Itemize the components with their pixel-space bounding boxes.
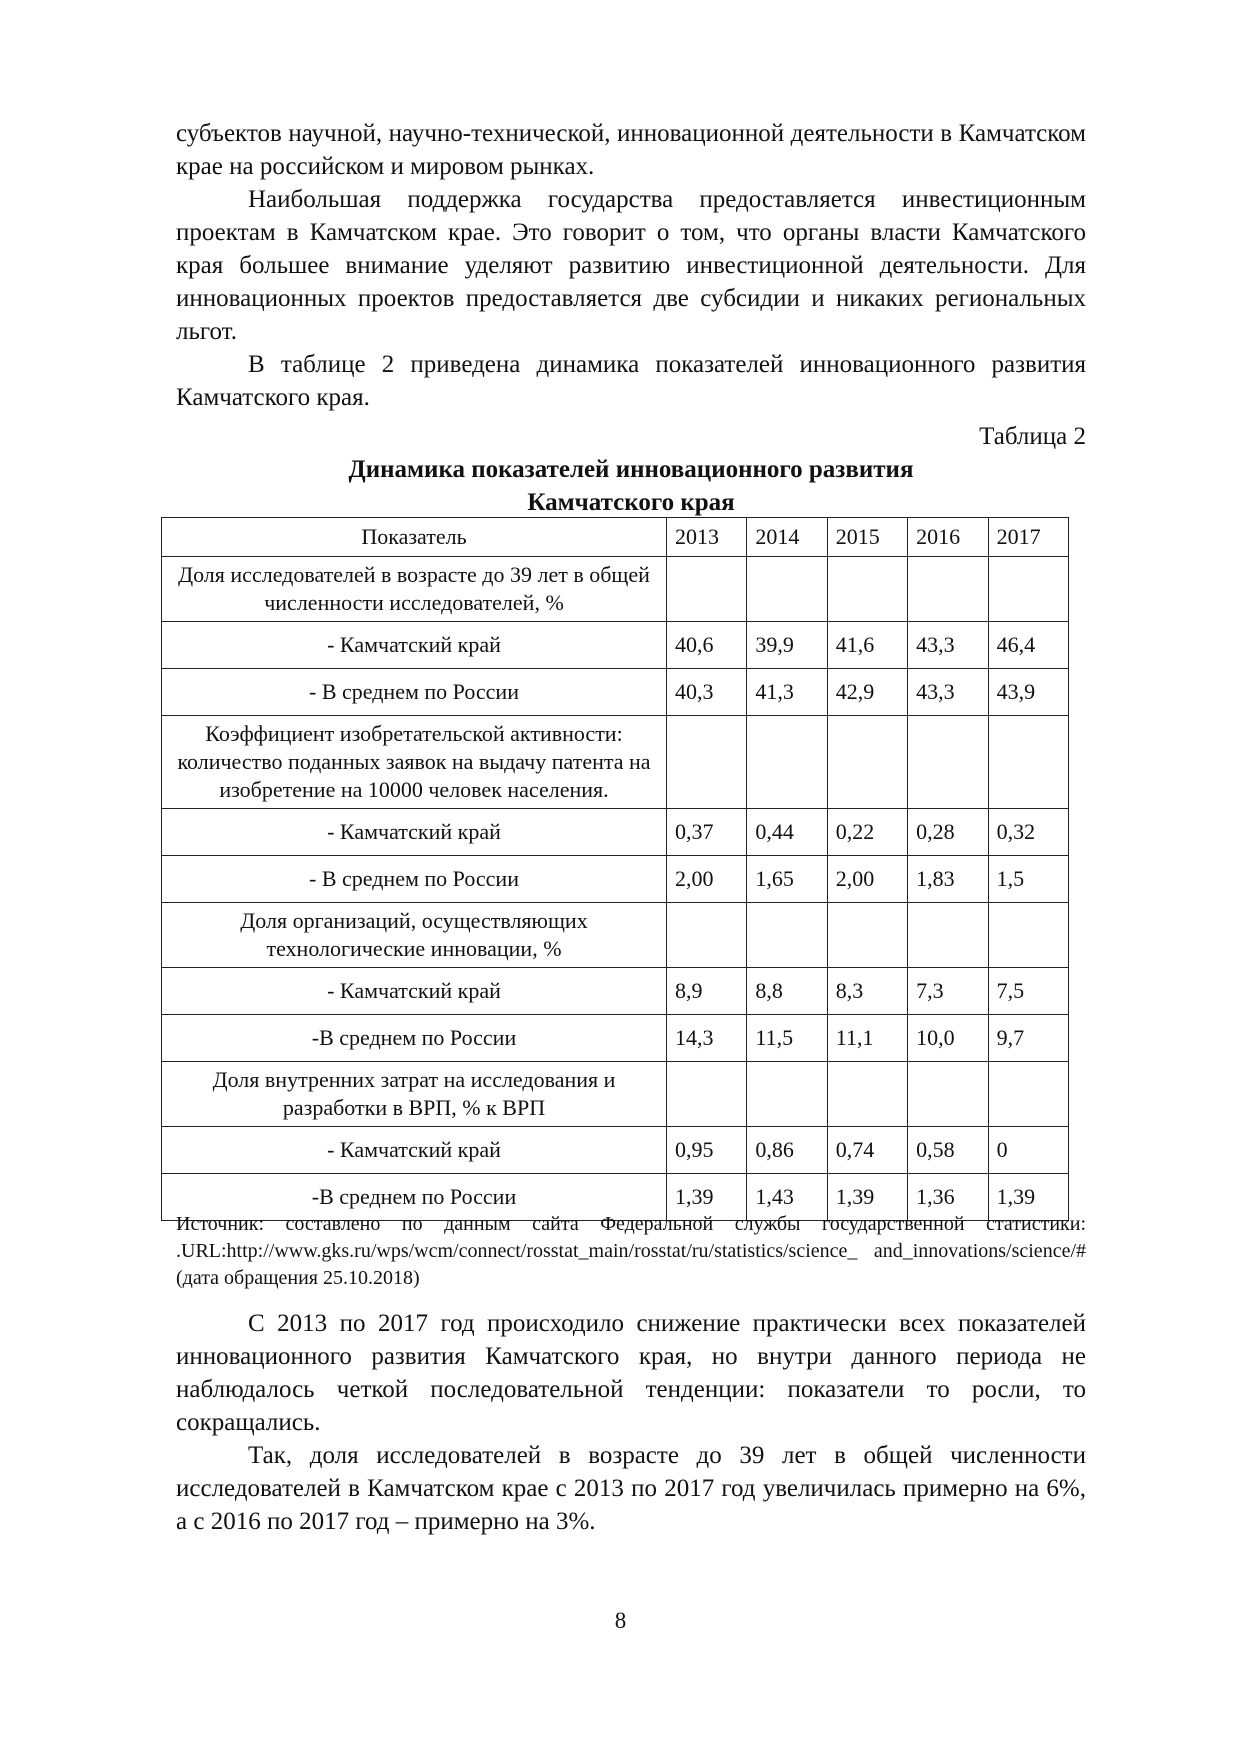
body-text-bottom [176, 1307, 1086, 1538]
body-text-top [176, 117, 1086, 414]
value-cell [667, 903, 747, 968]
value-cell: 0,32 [988, 809, 1068, 856]
value-cell: 1,36 [908, 1174, 988, 1221]
table-title-line: Динамика показателей инновационного развития [348, 456, 914, 483]
table-title-line: Камчатского края [527, 489, 735, 516]
indicators-table [161, 517, 1069, 1221]
value-cell: 0,44 [747, 809, 827, 856]
indicator-cell: Коэффициент изобретательской активности: количество поданных заявок на выдачу патента на изобретение на 10000 человек населения. [162, 716, 667, 809]
value-cell: 0,28 [908, 809, 988, 856]
header-cell-year: 2013 [667, 518, 747, 557]
value-cell [827, 716, 907, 809]
value-cell: 42,9 [827, 669, 907, 716]
paragraph: Так, доля исследователей в возрасте до 39 лет в общей численности исследователей в Камчатском крае с 2013 по 2017 год увеличилась примерно на 6%, а с 2016 по 2017 год – примерно на 3%. [176, 1442, 1086, 1535]
value-cell: 8,9 [667, 968, 747, 1015]
table-row-values [162, 1015, 1069, 1062]
indicator-cell: Доля организаций, осуществляющих технологические инновации, % [162, 903, 667, 968]
value-cell: 0 [988, 1127, 1068, 1174]
value-cell: 41,3 [747, 669, 827, 716]
value-cell [747, 903, 827, 968]
value-cell: 2,00 [827, 856, 907, 903]
paragraph: Наибольшая поддержка государства предоставляется инвестиционным проектам в Камчатском крае. Это говорит о том, что органы власти Камчатского края большее внимание уделяют развитию инвестиционной деятельности. Для инновационных проектов предоставляется две субсидии и никаких региональных льгот. [176, 186, 1086, 345]
table-row-indicator [162, 1062, 1069, 1127]
table-row-values [162, 809, 1069, 856]
value-cell: 41,6 [827, 622, 907, 669]
value-cell: 43,3 [908, 669, 988, 716]
value-cell: 1,43 [747, 1174, 827, 1221]
value-cell: 1,83 [908, 856, 988, 903]
value-cell [988, 716, 1068, 809]
value-cell: 11,1 [827, 1015, 907, 1062]
value-cell: 43,9 [988, 669, 1068, 716]
value-cell [988, 1062, 1068, 1127]
value-cell: 0,86 [747, 1127, 827, 1174]
table-row-indicator [162, 903, 1069, 968]
indicator-cell: - В среднем по России [162, 856, 667, 903]
value-cell [827, 903, 907, 968]
value-cell [988, 557, 1068, 622]
indicator-cell: - Камчатский край [162, 1127, 667, 1174]
table-source-note [176, 1211, 1086, 1292]
value-cell: 8,3 [827, 968, 907, 1015]
value-cell: 1,5 [988, 856, 1068, 903]
table-header-row [162, 518, 1069, 557]
table-row-values [162, 1127, 1069, 1174]
table-label: Таблица 2 [979, 423, 1086, 450]
value-cell: 0,95 [667, 1127, 747, 1174]
value-cell [988, 903, 1068, 968]
value-cell: 7,5 [988, 968, 1068, 1015]
value-cell [908, 557, 988, 622]
table-row-indicator [162, 716, 1069, 809]
indicator-cell: -В среднем по России [162, 1015, 667, 1062]
value-cell [908, 1062, 988, 1127]
page-number: 8 [614, 1608, 627, 1633]
value-cell: 40,6 [667, 622, 747, 669]
value-cell: 1,39 [827, 1174, 907, 1221]
indicator-cell: Доля внутренних затрат на исследования и разработки в ВРП, % к ВРП [162, 1062, 667, 1127]
header-cell-year: 2017 [988, 518, 1068, 557]
indicator-cell: Доля исследователей в возрасте до 39 лет в общей численности исследователей, % [162, 557, 667, 622]
value-cell: 11,5 [747, 1015, 827, 1062]
value-cell [747, 1062, 827, 1127]
value-cell: 46,4 [988, 622, 1068, 669]
value-cell: 8,8 [747, 968, 827, 1015]
value-cell [827, 1062, 907, 1127]
value-cell: 1,39 [988, 1174, 1068, 1221]
value-cell: 0,58 [908, 1127, 988, 1174]
header-cell-year: 2014 [747, 518, 827, 557]
value-cell [667, 557, 747, 622]
table-row-values [162, 856, 1069, 903]
value-cell: 14,3 [667, 1015, 747, 1062]
value-cell: 7,3 [908, 968, 988, 1015]
table-body [162, 557, 1069, 1221]
value-cell [747, 716, 827, 809]
paragraph: субъектов научной, научно-технической, инновационной деятельности в Камчатском крае на российском и мировом рынках. [176, 120, 1086, 180]
value-cell: 0,37 [667, 809, 747, 856]
table-row-values [162, 669, 1069, 716]
header-cell-indicator: Показатель [162, 518, 667, 557]
value-cell [747, 557, 827, 622]
header-cell-year: 2016 [908, 518, 988, 557]
paragraph: В таблице 2 приведена динамика показателей инновационного развития Камчатского края. [176, 351, 1086, 411]
value-cell: 43,3 [908, 622, 988, 669]
value-cell: 10,0 [908, 1015, 988, 1062]
table-title [176, 453, 1086, 519]
indicator-cell: - Камчатский край [162, 622, 667, 669]
value-cell: 39,9 [747, 622, 827, 669]
table-row-values [162, 622, 1069, 669]
value-cell: 40,3 [667, 669, 747, 716]
table-row-indicator [162, 557, 1069, 622]
header-cell-year: 2015 [827, 518, 907, 557]
value-cell: 0,74 [827, 1127, 907, 1174]
paragraph: С 2013 по 2017 год происходило снижение практически всех показателей инновационного развития Камчатского края, но внутри данного периода не наблюдалось четкой последовательной тенденции: показатели то росли, то сокращались. [176, 1310, 1086, 1436]
value-cell: 1,65 [747, 856, 827, 903]
table-row-values [162, 968, 1069, 1015]
value-cell: 9,7 [988, 1015, 1068, 1062]
value-cell [908, 716, 988, 809]
indicator-cell: -В среднем по России [162, 1174, 667, 1221]
value-cell: 1,39 [667, 1174, 747, 1221]
value-cell [908, 903, 988, 968]
indicator-cell: - Камчатский край [162, 809, 667, 856]
indicator-cell: - В среднем по России [162, 669, 667, 716]
value-cell: 0,22 [827, 809, 907, 856]
value-cell: 2,00 [667, 856, 747, 903]
indicator-cell: - Камчатский край [162, 968, 667, 1015]
source-text: Источник: составлено по данным сайта Федеральной службы государственной статистики: .URL:http://www.gks.ru/wps/wcm/connect/rosstat_main/rosstat/ru/statistics/science_ and_innovations/science/# (дата обращения 25.10.2018) [176, 1213, 1086, 1289]
value-cell [667, 1062, 747, 1127]
value-cell [667, 716, 747, 809]
value-cell [827, 557, 907, 622]
